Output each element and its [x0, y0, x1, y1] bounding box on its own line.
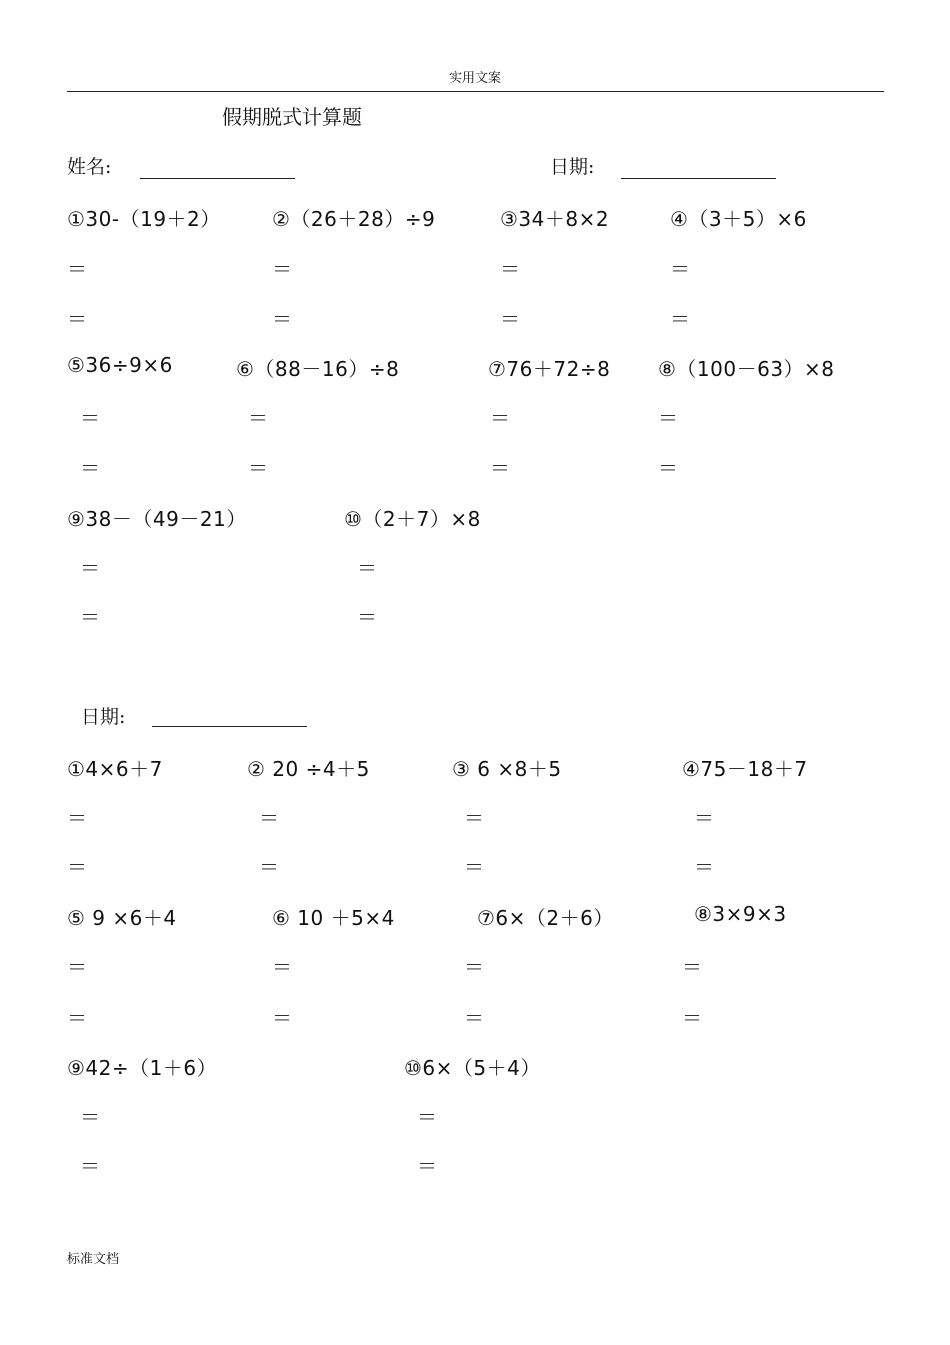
problem-3: ③34＋8×2 — [500, 207, 610, 231]
equals-sign: ＝ — [67, 855, 87, 879]
equals-sign: ＝ — [67, 257, 87, 281]
problem-4: ④75－18＋7 — [682, 757, 808, 781]
equals-sign: ＝ — [658, 406, 678, 430]
equals-sign: ＝ — [357, 556, 377, 580]
equals-sign: ＝ — [490, 456, 510, 480]
equals-sign: ＝ — [67, 806, 87, 830]
problem-7: ⑦76＋72÷8 — [488, 357, 611, 381]
problem-5: ⑤36÷9×6 — [67, 353, 173, 377]
equals-sign: ＝ — [682, 1006, 702, 1030]
problem-2: ② 20 ÷4＋5 — [247, 757, 370, 781]
equals-sign: ＝ — [259, 806, 279, 830]
equals-sign: ＝ — [80, 556, 100, 580]
problem-10: ⑩（2＋7）×8 — [344, 507, 481, 531]
equals-sign: ＝ — [500, 307, 520, 331]
equals-sign: ＝ — [670, 257, 690, 281]
equals-sign: ＝ — [682, 955, 702, 979]
equals-sign: ＝ — [80, 1154, 100, 1178]
page-header: 实用文案 — [448, 71, 501, 86]
equals-sign: ＝ — [272, 1006, 292, 1030]
name-blank[interactable] — [140, 178, 295, 179]
problem-6: ⑥ 10 ＋5×4 — [272, 906, 395, 930]
problem-9: ⑨42÷（1＋6） — [67, 1056, 218, 1080]
problem-7: ⑦6×（2＋6） — [477, 906, 614, 930]
problem-2: ②（26＋28）÷9 — [272, 207, 436, 231]
page-title: 假期脱式计算题 — [222, 105, 362, 129]
equals-sign: ＝ — [67, 307, 87, 331]
equals-sign: ＝ — [694, 855, 714, 879]
date-label: 日期: — [550, 156, 595, 178]
date-blank[interactable] — [621, 178, 776, 179]
problem-8: ⑧3×9×3 — [694, 902, 787, 926]
problem-1: ①30-（19＋2） — [67, 207, 221, 231]
equals-sign: ＝ — [694, 806, 714, 830]
equals-sign: ＝ — [500, 257, 520, 281]
equals-sign: ＝ — [464, 806, 484, 830]
date-blank[interactable] — [152, 726, 307, 727]
equals-sign: ＝ — [272, 307, 292, 331]
header-rule — [67, 91, 884, 92]
problem-6: ⑥（88－16）÷8 — [236, 357, 400, 381]
equals-sign: ＝ — [272, 257, 292, 281]
problem-5: ⑤ 9 ×6＋4 — [67, 906, 177, 930]
equals-sign: ＝ — [464, 855, 484, 879]
problem-10: ⑩6×（5＋4） — [404, 1056, 541, 1080]
date-label: 日期: — [81, 706, 126, 728]
equals-sign: ＝ — [464, 955, 484, 979]
equals-sign: ＝ — [417, 1105, 437, 1129]
equals-sign: ＝ — [67, 955, 87, 979]
equals-sign: ＝ — [259, 855, 279, 879]
problem-8: ⑧（100－63）×8 — [658, 357, 835, 381]
page-footer: 标准文档 — [67, 1252, 120, 1267]
problem-3: ③ 6 ×8＋5 — [452, 757, 562, 781]
name-label: 姓名: — [67, 156, 112, 178]
equals-sign: ＝ — [80, 605, 100, 629]
problem-9: ⑨38－（49－21） — [67, 507, 247, 531]
equals-sign: ＝ — [80, 406, 100, 430]
equals-sign: ＝ — [248, 456, 268, 480]
equals-sign: ＝ — [490, 406, 510, 430]
equals-sign: ＝ — [80, 1105, 100, 1129]
equals-sign: ＝ — [417, 1154, 437, 1178]
equals-sign: ＝ — [80, 456, 100, 480]
equals-sign: ＝ — [464, 1006, 484, 1030]
equals-sign: ＝ — [658, 456, 678, 480]
equals-sign: ＝ — [670, 307, 690, 331]
problem-1: ①4×6＋7 — [67, 757, 163, 781]
equals-sign: ＝ — [272, 955, 292, 979]
equals-sign: ＝ — [67, 1006, 87, 1030]
equals-sign: ＝ — [357, 605, 377, 629]
equals-sign: ＝ — [248, 406, 268, 430]
problem-4: ④（3＋5）×6 — [670, 207, 807, 231]
